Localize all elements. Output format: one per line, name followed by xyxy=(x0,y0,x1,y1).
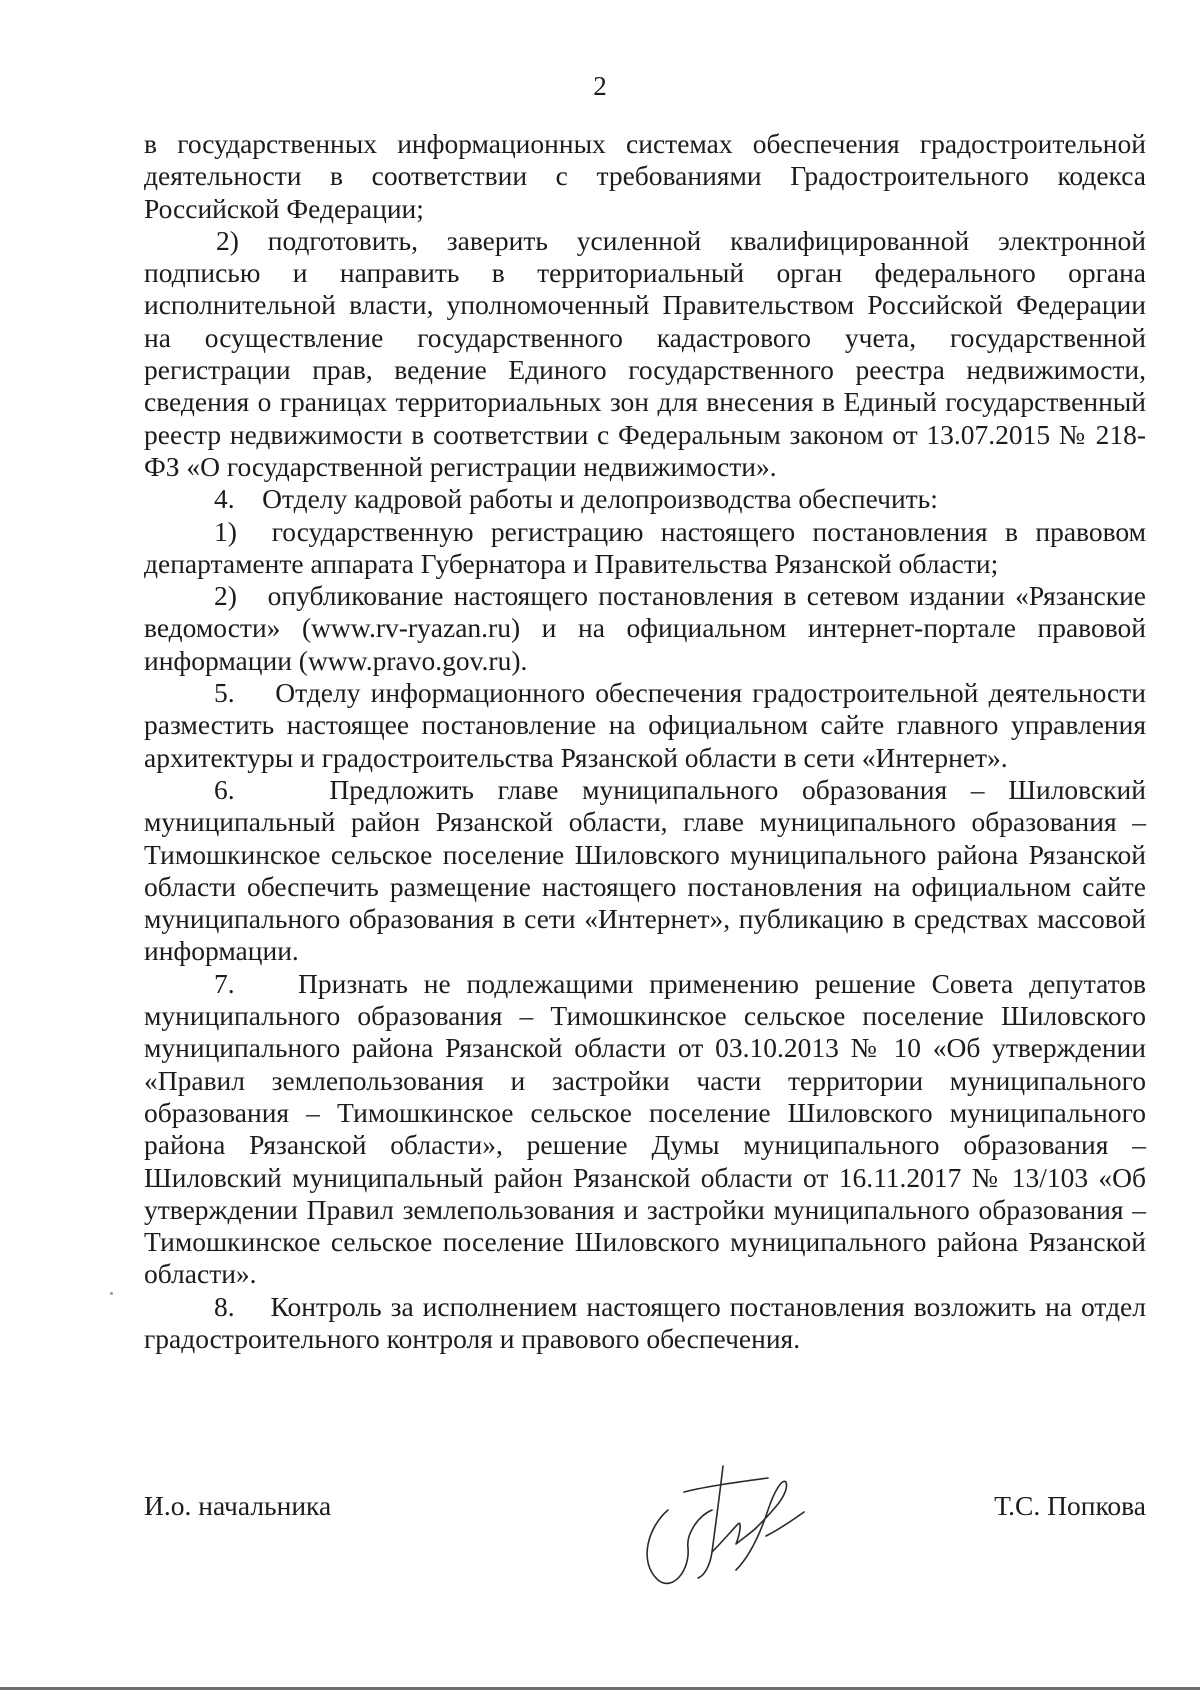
handwritten-signature xyxy=(628,1452,818,1592)
paragraph-continuation: в государственных информационных системах обеспечения градостроительной деятельности в соответствии с требованиями Градостроительного кодекса Российской Федерации; xyxy=(144,128,1146,224)
signatory-role: И.о. начальника xyxy=(144,1490,332,1521)
paragraph-item-4-2: 2) опубликование настоящего постановления в сетевом издании «Рязанские ведомости» (www.rv-ryazan.ru) и на официальном интернет-портале правовой информации (www.pravo.gov.ru). xyxy=(144,580,1146,676)
paragraph-item-4-1: 1) государственную регистрацию настоящего постановления в правовом департаменте аппарата Губернатора и Правительства Рязанской области; xyxy=(144,515,1146,579)
paragraph-item-6: 6. Предложить главе муниципального образования – Шиловский муниципальный район Рязанской области, главе муниципального образования – Тимошкинское сельское поселение Шиловского муниципального района Рязанской области обеспечить размещение настоящего постановления на официальном сайте муниципального образования в сети «Интернет», публикацию в средствах массовой информации. xyxy=(144,773,1146,967)
paragraph-item-7: 7. Признать не подлежащими применению решение Совета депутатов муниципального образования – Тимошкинское сельское поселение Шиловского муниципального района Рязанской области от 03.10.2013 № 10 «Об утверждении «Правил землепользования и застройки части территории муниципального образования – Тимошкинское сельское поселение Шиловского муниципального района Рязанской области», решение Думы муниципального образования – Шиловский муниципальный район Рязанской области от 16.11.2017 № 13/103 «Об утверждении Правил землепользования и застройки муниципального образования – Тимошкинское сельское поселение Шиловского муниципального района Рязанской области». xyxy=(144,967,1146,1290)
paragraph-item-5: 5. Отделу информационного обеспечения градостроительной деятельности разместить настоящее постановление на официальном сайте главного управления архитектуры и градостроительства Рязанской области в сети «Интернет». xyxy=(144,677,1146,773)
paragraph-item-4: 4. Отделу кадровой работы и делопроизводства обеспечить: xyxy=(214,483,938,515)
scan-artifact xyxy=(110,1292,113,1295)
document-body xyxy=(144,128,1146,1355)
page-number: 2 xyxy=(593,71,607,101)
scan-edge-line xyxy=(0,1687,1200,1690)
signatory-name: Т.С. Попкова xyxy=(994,1490,1146,1521)
paragraph-item-3-2: 2) подготовить, заверить усиленной квалифицированной электронной подписью и направить в территориальный орган федерального органа исполнительной власти, уполномоченный Правительством Российской Федерации на осуществление государственного кадастрового учета, государственной регистрации прав, ведение Единого государственного реестра недвижимости, сведения о границах территориальных зон для внесения в Единый государственный реестр недвижимости в соответствии с Федеральным законом от 13.07.2015 № 218-ФЗ «О государственной регистрации недвижимости». xyxy=(144,224,1146,482)
paragraph-item-8: 8. Контроль за исполнением настоящего постановления возложить на отдел градостроительного контроля и правового обеспечения. xyxy=(144,1290,1146,1354)
